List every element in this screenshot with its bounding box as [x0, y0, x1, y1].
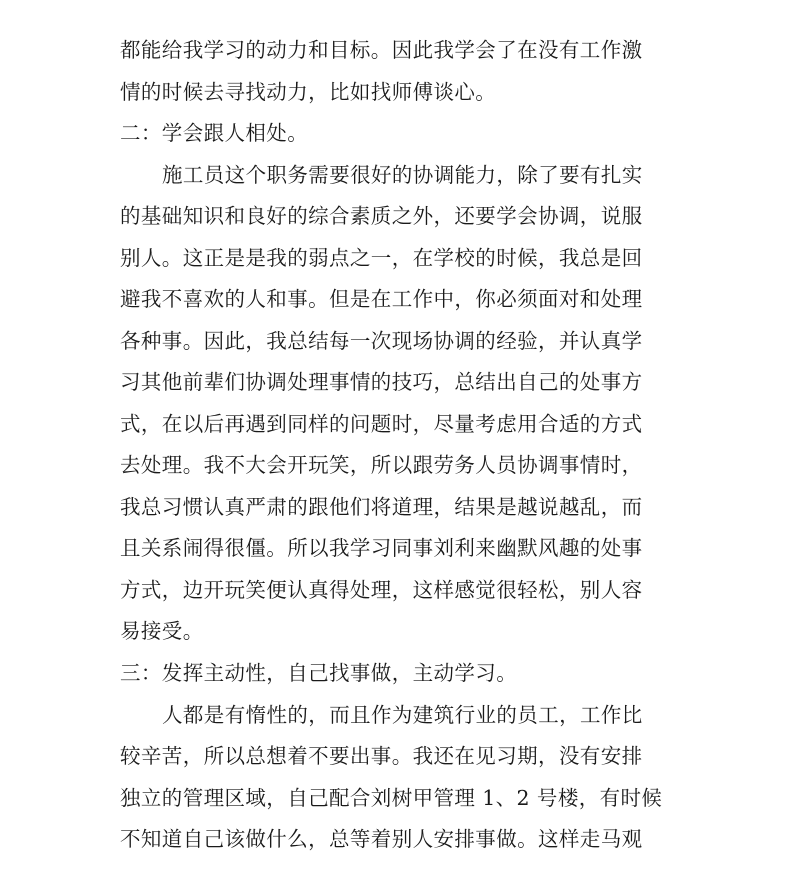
section-heading: 三：发挥主动性，自己找事做，主动学习。: [120, 661, 518, 685]
text-line: 避我不喜欢的人和事。但是在工作中，你必须面对和处理: [120, 287, 643, 311]
section-heading: 二：学会跟人相处。: [120, 121, 309, 145]
text-line: 的基础知识和良好的综合素质之外，还要学会协调，说服: [120, 204, 643, 228]
text-line: 情的时候去寻找动力，比如找师傅谈心。: [120, 80, 497, 104]
text-line: 去处理。我不大会开玩笑，所以跟劳务人员协调事情时，: [120, 453, 643, 477]
text-line: 较辛苦，所以总想着不要出事。我还在见习期，没有安排: [120, 744, 643, 768]
text-line: 都能给我学习的动力和目标。因此我学会了在没有工作激: [120, 38, 643, 62]
text-line: 别人。这正是是我的弱点之一，在学校的时候，我总是回: [120, 246, 643, 270]
text-line: 式，在以后再遇到同样的问题时，尽量考虑用合适的方式: [120, 412, 643, 436]
text-line: 各种事。因此，我总结每一次现场协调的经验，并认真学: [120, 329, 643, 353]
text-line: 且关系闹得很僵。所以我学习同事刘利来幽默风趣的处事: [120, 536, 643, 560]
paragraph-first-line: 施工员这个职务需要很好的协调能力，除了要有扎实: [162, 163, 643, 187]
text-line: 我总习惯认真严肃的跟他们将道理，结果是越说越乱，而: [120, 495, 643, 519]
text-line: 习其他前辈们协调处理事情的技巧，总结出自己的处事方: [120, 370, 643, 394]
text-line: 易接受。: [120, 619, 204, 643]
text-line: 方式，边开玩笑便认真得处理，这样感觉很轻松，别人容: [120, 578, 643, 602]
paragraph-first-line: 人都是有惰性的，而且作为建筑行业的员工，工作比: [162, 703, 643, 727]
text-line: 不知道自己该做什么，总等着别人安排事做。这样走马观: [120, 827, 643, 851]
text-line: 独立的管理区域，自己配合刘树甲管理 1、2 号楼，有时候: [120, 786, 663, 810]
